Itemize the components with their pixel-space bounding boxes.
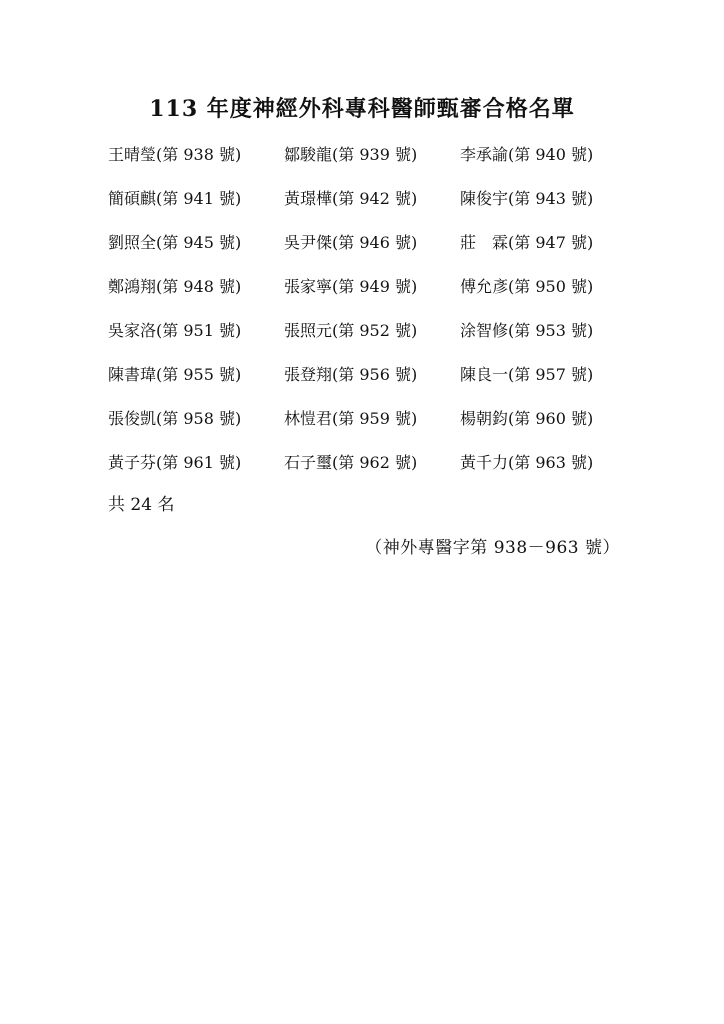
list-item: 吳尹傑(第 946 號) bbox=[284, 233, 418, 252]
reference-number: （神外專醫字第 938－963 號） bbox=[365, 538, 620, 558]
list-item: 鄭鴻翔(第 948 號) bbox=[108, 277, 242, 296]
list-item: 黃千力(第 963 號) bbox=[460, 453, 594, 472]
list-item: 陳書瑋(第 955 號) bbox=[108, 365, 242, 384]
list-item: 張家寧(第 949 號) bbox=[284, 277, 418, 296]
document-title: 113 年度神經外科專科醫師甄審合格名單 bbox=[149, 96, 575, 122]
list-item: 張照元(第 952 號) bbox=[284, 321, 418, 340]
list-item: 李承諭(第 940 號) bbox=[460, 145, 594, 164]
list-item: 陳俊宇(第 943 號) bbox=[460, 189, 594, 208]
list-item: 吳家洛(第 951 號) bbox=[108, 321, 242, 340]
list-item: 鄒駿龍(第 939 號) bbox=[284, 145, 418, 164]
list-item: 林愷君(第 959 號) bbox=[284, 409, 418, 428]
list-item: 簡碩麒(第 941 號) bbox=[108, 189, 242, 208]
list-item: 陳良一(第 957 號) bbox=[460, 365, 594, 384]
list-item: 張俊凱(第 958 號) bbox=[108, 409, 242, 428]
qualified-list bbox=[108, 140, 628, 477]
list-item: 石子璽(第 962 號) bbox=[284, 453, 418, 472]
total-count: 共 24 名 bbox=[108, 495, 175, 515]
list-item: 王晴瑩(第 938 號) bbox=[108, 145, 242, 164]
list-item: 黃子芬(第 961 號) bbox=[108, 453, 242, 472]
list-item: 傅允彥(第 950 號) bbox=[460, 277, 594, 296]
list-item: 楊朝鈞(第 960 號) bbox=[460, 409, 594, 428]
list-item: 劉照全(第 945 號) bbox=[108, 233, 242, 252]
list-item: 黃璟樺(第 942 號) bbox=[284, 189, 418, 208]
list-item: 莊 霖(第 947 號) bbox=[460, 233, 594, 252]
list-item: 涂智修(第 953 號) bbox=[460, 321, 594, 340]
list-item: 張登翔(第 956 號) bbox=[284, 365, 418, 384]
